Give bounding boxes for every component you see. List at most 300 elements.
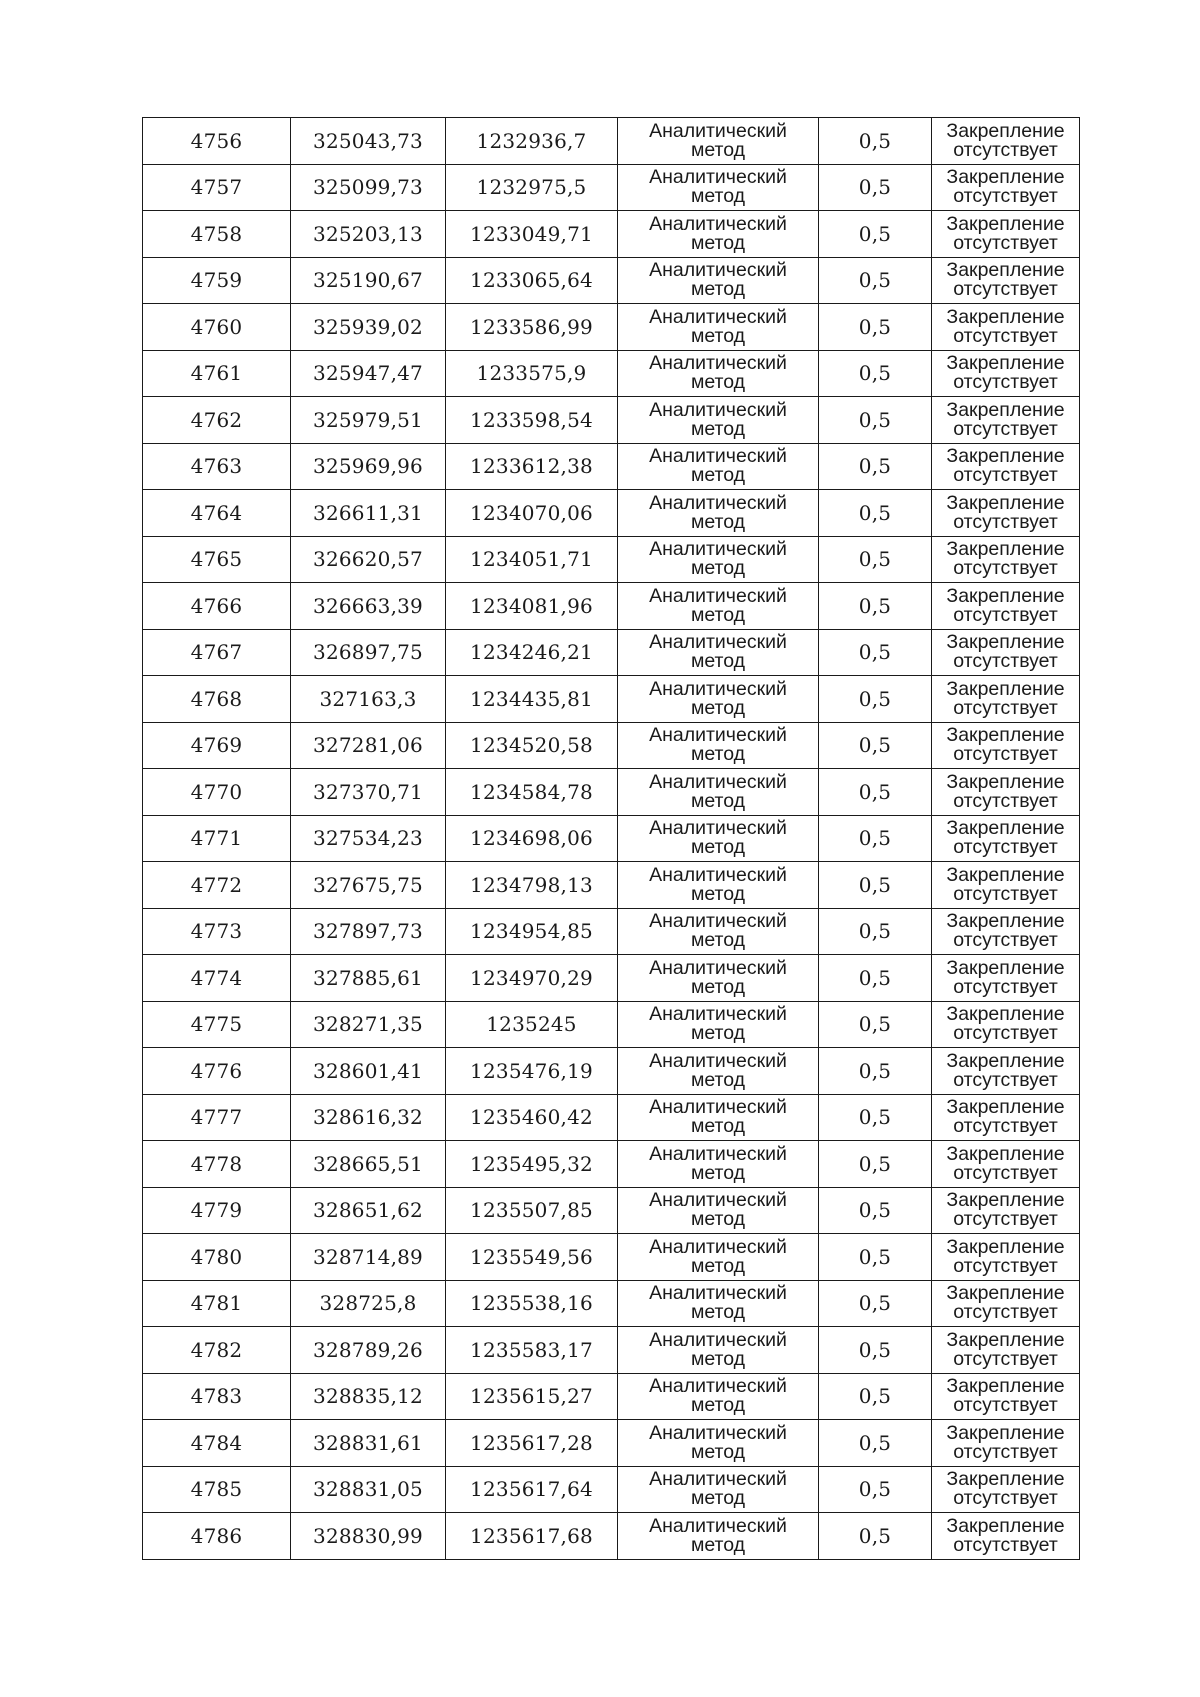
fixing-text: отсутствует: [953, 557, 1058, 580]
method-text: Аналитический: [649, 1421, 787, 1444]
fixing-text: Закрепление: [946, 1189, 1065, 1212]
method-text: Аналитический: [649, 491, 787, 514]
table-row: [143, 490, 1080, 537]
point-number-cell: 4783: [143, 1373, 291, 1420]
accuracy-cell: 0,5: [819, 397, 932, 444]
point-number-cell: 4775: [143, 1001, 291, 1048]
accuracy-cell: 0,5: [819, 1513, 932, 1560]
fixing-cell: [932, 257, 1080, 304]
method-text: Аналитический: [649, 910, 787, 933]
accuracy-cell: 0,5: [819, 304, 932, 351]
accuracy-cell: 0,5: [819, 164, 932, 211]
fixing-text: Закрепление: [946, 1003, 1065, 1026]
method-text: Аналитический: [649, 1514, 787, 1537]
method-text: Аналитический: [649, 352, 787, 375]
fixing-cell: [932, 443, 1080, 490]
method-text: метод: [690, 1115, 746, 1138]
fixing-cell: [932, 1048, 1080, 1095]
accuracy-cell: 0,5: [819, 490, 932, 537]
fixing-text: Закрепление: [946, 445, 1065, 468]
point-number-cell: 4763: [143, 443, 291, 490]
y-coordinate-cell: 1235507,85: [446, 1187, 618, 1234]
x-coordinate-cell: 326897,75: [291, 629, 446, 676]
fixing-text: Закрепление: [946, 584, 1065, 607]
x-coordinate-cell: 327897,73: [291, 908, 446, 955]
x-coordinate-cell: 328651,62: [291, 1187, 446, 1234]
method-cell: [618, 1141, 819, 1188]
x-coordinate-cell: 328831,05: [291, 1466, 446, 1513]
method-cell: [618, 1187, 819, 1234]
fixing-text: Закрепление: [946, 352, 1065, 375]
x-coordinate-cell: 325979,51: [291, 397, 446, 444]
accuracy-cell: 0,5: [819, 1327, 932, 1374]
fixing-cell: [932, 629, 1080, 676]
table-row: [143, 676, 1080, 723]
x-coordinate-cell: 328601,41: [291, 1048, 446, 1095]
method-text: Аналитический: [649, 1049, 787, 1072]
method-text: Аналитический: [649, 770, 787, 793]
y-coordinate-cell: 1233065,64: [446, 257, 618, 304]
table-row: [143, 1513, 1080, 1560]
x-coordinate-cell: 328831,61: [291, 1420, 446, 1467]
point-number-cell: 4756: [143, 118, 291, 165]
x-coordinate-cell: 328789,26: [291, 1327, 446, 1374]
method-cell: [618, 490, 819, 537]
y-coordinate-cell: 1232975,5: [446, 164, 618, 211]
table-row: [143, 862, 1080, 909]
table-row: [143, 350, 1080, 397]
method-cell: [618, 536, 819, 583]
method-cell: [618, 955, 819, 1002]
accuracy-cell: 0,5: [819, 211, 932, 258]
x-coordinate-cell: 326611,31: [291, 490, 446, 537]
accuracy-cell: 0,5: [819, 350, 932, 397]
y-coordinate-cell: 1233575,9: [446, 350, 618, 397]
table-row: [143, 443, 1080, 490]
point-number-cell: 4778: [143, 1141, 291, 1188]
method-text: метод: [690, 1487, 746, 1510]
fixing-cell: [932, 1513, 1080, 1560]
accuracy-cell: 0,5: [819, 536, 932, 583]
point-number-cell: 4782: [143, 1327, 291, 1374]
x-coordinate-cell: 327370,71: [291, 769, 446, 816]
method-cell: [618, 257, 819, 304]
method-text: Аналитический: [649, 1142, 787, 1165]
table-row: [143, 257, 1080, 304]
method-text: метод: [690, 1440, 746, 1463]
method-text: метод: [690, 371, 746, 394]
method-cell: [618, 1327, 819, 1374]
fixing-text: отсутствует: [953, 929, 1058, 952]
x-coordinate-cell: 326663,39: [291, 583, 446, 630]
point-number-cell: 4773: [143, 908, 291, 955]
method-text: Аналитический: [649, 677, 787, 700]
fixing-text: Закрепление: [946, 910, 1065, 933]
fixing-text: Закрепление: [946, 724, 1065, 747]
fixing-text: отсутствует: [953, 882, 1058, 905]
fixing-text: Закрепление: [946, 212, 1065, 235]
y-coordinate-cell: 1235460,42: [446, 1094, 618, 1141]
fixing-text: отсутствует: [953, 1022, 1058, 1045]
fixing-cell: [932, 955, 1080, 1002]
method-text: метод: [690, 1254, 746, 1277]
fixing-cell: [932, 908, 1080, 955]
table-row: [143, 769, 1080, 816]
x-coordinate-cell: 325099,73: [291, 164, 446, 211]
y-coordinate-cell: 1234698,06: [446, 815, 618, 862]
method-text: Аналитический: [649, 1003, 787, 1026]
y-coordinate-cell: 1234051,71: [446, 536, 618, 583]
y-coordinate-cell: 1233598,54: [446, 397, 618, 444]
table-row: [143, 211, 1080, 258]
point-number-cell: 4774: [143, 955, 291, 1002]
method-text: Аналитический: [649, 259, 787, 282]
fixing-text: Закрепление: [946, 956, 1065, 979]
point-number-cell: 4777: [143, 1094, 291, 1141]
method-text: метод: [690, 789, 746, 812]
table-row: [143, 304, 1080, 351]
table-row: [143, 1466, 1080, 1513]
method-cell: [618, 908, 819, 955]
method-text: Аналитический: [649, 584, 787, 607]
x-coordinate-cell: 328271,35: [291, 1001, 446, 1048]
table-row: [143, 1420, 1080, 1467]
method-text: Аналитический: [649, 1096, 787, 1119]
method-text: метод: [690, 1068, 746, 1091]
fixing-text: отсутствует: [953, 464, 1058, 487]
method-text: Аналитический: [649, 1375, 787, 1398]
point-number-cell: 4781: [143, 1280, 291, 1327]
table-row: [143, 1048, 1080, 1095]
method-text: Аналитический: [649, 724, 787, 747]
method-cell: [618, 304, 819, 351]
point-number-cell: 4767: [143, 629, 291, 676]
method-text: метод: [690, 975, 746, 998]
accuracy-cell: 0,5: [819, 1373, 932, 1420]
x-coordinate-cell: 325969,96: [291, 443, 446, 490]
table-row: [143, 397, 1080, 444]
method-text: Аналитический: [649, 305, 787, 328]
accuracy-cell: 0,5: [819, 1141, 932, 1188]
point-number-cell: 4760: [143, 304, 291, 351]
fixing-cell: [932, 1280, 1080, 1327]
fixing-cell: [932, 722, 1080, 769]
table-row: [143, 1141, 1080, 1188]
accuracy-cell: 0,5: [819, 676, 932, 723]
method-text: метод: [690, 231, 746, 254]
method-cell: [618, 676, 819, 723]
fixing-text: отсутствует: [953, 510, 1058, 533]
x-coordinate-cell: 327675,75: [291, 862, 446, 909]
point-number-cell: 4764: [143, 490, 291, 537]
fixing-text: отсутствует: [953, 603, 1058, 626]
method-cell: [618, 629, 819, 676]
method-text: метод: [690, 417, 746, 440]
accuracy-cell: 0,5: [819, 722, 932, 769]
point-number-cell: 4776: [143, 1048, 291, 1095]
y-coordinate-cell: 1235495,32: [446, 1141, 618, 1188]
method-cell: [618, 211, 819, 258]
method-cell: [618, 769, 819, 816]
method-text: метод: [690, 929, 746, 952]
point-number-cell: 4771: [143, 815, 291, 862]
point-number-cell: 4786: [143, 1513, 291, 1560]
x-coordinate-cell: 325190,67: [291, 257, 446, 304]
accuracy-cell: 0,5: [819, 1048, 932, 1095]
table-row: [143, 1280, 1080, 1327]
fixing-text: Закрепление: [946, 1096, 1065, 1119]
table-row: [143, 164, 1080, 211]
fixing-text: Закрепление: [946, 119, 1065, 142]
y-coordinate-cell: 1235615,27: [446, 1373, 618, 1420]
x-coordinate-cell: 328665,51: [291, 1141, 446, 1188]
fixing-text: отсутствует: [953, 1254, 1058, 1277]
table-row: [143, 955, 1080, 1002]
method-cell: [618, 1048, 819, 1095]
fixing-text: Закрепление: [946, 677, 1065, 700]
point-number-cell: 4762: [143, 397, 291, 444]
fixing-cell: [932, 1187, 1080, 1234]
method-cell: [618, 862, 819, 909]
point-number-cell: 4770: [143, 769, 291, 816]
y-coordinate-cell: 1235549,56: [446, 1234, 618, 1281]
fixing-text: Закрепление: [946, 1468, 1065, 1491]
y-coordinate-cell: 1235245: [446, 1001, 618, 1048]
method-text: метод: [690, 1394, 746, 1417]
fixing-cell: [932, 769, 1080, 816]
accuracy-cell: 0,5: [819, 815, 932, 862]
accuracy-cell: 0,5: [819, 629, 932, 676]
fixing-text: отсутствует: [953, 371, 1058, 394]
fixing-text: Закрепление: [946, 863, 1065, 886]
fixing-text: Закрепление: [946, 166, 1065, 189]
fixing-cell: [932, 118, 1080, 165]
table-row: [143, 908, 1080, 955]
table-row: [143, 536, 1080, 583]
method-cell: [618, 397, 819, 444]
method-text: метод: [690, 1161, 746, 1184]
fixing-text: отсутствует: [953, 836, 1058, 859]
method-text: Аналитический: [649, 166, 787, 189]
y-coordinate-cell: 1233612,38: [446, 443, 618, 490]
x-coordinate-cell: 326620,57: [291, 536, 446, 583]
fixing-text: отсутствует: [953, 1394, 1058, 1417]
method-cell: [618, 164, 819, 211]
accuracy-cell: 0,5: [819, 443, 932, 490]
method-text: Аналитический: [649, 631, 787, 654]
fixing-text: отсутствует: [953, 185, 1058, 208]
y-coordinate-cell: 1234520,58: [446, 722, 618, 769]
fixing-cell: [932, 164, 1080, 211]
table-row: [143, 1001, 1080, 1048]
method-cell: [618, 1094, 819, 1141]
accuracy-cell: 0,5: [819, 908, 932, 955]
fixing-cell: [932, 1234, 1080, 1281]
method-text: метод: [690, 557, 746, 580]
fixing-cell: [932, 676, 1080, 723]
fixing-cell: [932, 350, 1080, 397]
y-coordinate-cell: 1235617,64: [446, 1466, 618, 1513]
method-text: метод: [690, 185, 746, 208]
fixing-text: отсутствует: [953, 650, 1058, 673]
method-cell: [618, 1001, 819, 1048]
y-coordinate-cell: 1235538,16: [446, 1280, 618, 1327]
point-number-cell: 4768: [143, 676, 291, 723]
fixing-cell: [932, 1466, 1080, 1513]
method-cell: [618, 443, 819, 490]
x-coordinate-cell: 328835,12: [291, 1373, 446, 1420]
method-cell: [618, 1234, 819, 1281]
table-row: [143, 1234, 1080, 1281]
x-coordinate-cell: 328725,8: [291, 1280, 446, 1327]
point-number-cell: 4780: [143, 1234, 291, 1281]
method-text: метод: [690, 1022, 746, 1045]
fixing-cell: [932, 1420, 1080, 1467]
method-text: метод: [690, 464, 746, 487]
coordinates-table: [142, 117, 1080, 1560]
method-cell: [618, 118, 819, 165]
accuracy-cell: 0,5: [819, 1420, 932, 1467]
accuracy-cell: 0,5: [819, 955, 932, 1002]
x-coordinate-cell: 327534,23: [291, 815, 446, 862]
accuracy-cell: 0,5: [819, 1280, 932, 1327]
point-number-cell: 4769: [143, 722, 291, 769]
fixing-text: отсутствует: [953, 696, 1058, 719]
method-text: метод: [690, 603, 746, 626]
accuracy-cell: 0,5: [819, 862, 932, 909]
method-text: Аналитический: [649, 1235, 787, 1258]
method-text: метод: [690, 324, 746, 347]
accuracy-cell: 0,5: [819, 583, 932, 630]
y-coordinate-cell: 1234798,13: [446, 862, 618, 909]
method-text: Аналитический: [649, 1189, 787, 1212]
fixing-text: Закрепление: [946, 817, 1065, 840]
fixing-cell: [932, 397, 1080, 444]
fixing-text: отсутствует: [953, 1487, 1058, 1510]
fixing-text: Закрепление: [946, 631, 1065, 654]
fixing-cell: [932, 583, 1080, 630]
point-number-cell: 4785: [143, 1466, 291, 1513]
method-text: метод: [690, 882, 746, 905]
fixing-cell: [932, 815, 1080, 862]
fixing-text: Закрепление: [946, 1142, 1065, 1165]
point-number-cell: 4761: [143, 350, 291, 397]
point-number-cell: 4759: [143, 257, 291, 304]
method-text: метод: [690, 836, 746, 859]
fixing-text: отсутствует: [953, 1115, 1058, 1138]
table-row: [143, 118, 1080, 165]
fixing-cell: [932, 1094, 1080, 1141]
fixing-text: Закрепление: [946, 1049, 1065, 1072]
table-row: [143, 629, 1080, 676]
table-row: [143, 583, 1080, 630]
x-coordinate-cell: 328830,99: [291, 1513, 446, 1560]
fixing-text: отсутствует: [953, 324, 1058, 347]
fixing-text: отсутствует: [953, 975, 1058, 998]
method-text: Аналитический: [649, 863, 787, 886]
method-text: метод: [690, 138, 746, 161]
method-text: Аналитический: [649, 212, 787, 235]
method-cell: [618, 1373, 819, 1420]
x-coordinate-cell: 327281,06: [291, 722, 446, 769]
y-coordinate-cell: 1234954,85: [446, 908, 618, 955]
x-coordinate-cell: 328616,32: [291, 1094, 446, 1141]
fixing-text: отсутствует: [953, 1161, 1058, 1184]
table-row: [143, 1187, 1080, 1234]
fixing-text: отсутствует: [953, 278, 1058, 301]
method-text: Аналитический: [649, 445, 787, 468]
fixing-cell: [932, 304, 1080, 351]
x-coordinate-cell: 327163,3: [291, 676, 446, 723]
fixing-text: Закрепление: [946, 1375, 1065, 1398]
fixing-text: отсутствует: [953, 231, 1058, 254]
fixing-text: Закрепление: [946, 1421, 1065, 1444]
fixing-text: Закрепление: [946, 1235, 1065, 1258]
fixing-text: Закрепление: [946, 770, 1065, 793]
point-number-cell: 4757: [143, 164, 291, 211]
fixing-text: отсутствует: [953, 1301, 1058, 1324]
method-text: Аналитический: [649, 817, 787, 840]
fixing-cell: [932, 1141, 1080, 1188]
table-row: [143, 815, 1080, 862]
method-text: метод: [690, 650, 746, 673]
fixing-text: Закрепление: [946, 259, 1065, 282]
fixing-text: Закрепление: [946, 305, 1065, 328]
method-cell: [618, 583, 819, 630]
y-coordinate-cell: 1235583,17: [446, 1327, 618, 1374]
x-coordinate-cell: 325043,73: [291, 118, 446, 165]
x-coordinate-cell: 325939,02: [291, 304, 446, 351]
method-text: Аналитический: [649, 1328, 787, 1351]
fixing-text: отсутствует: [953, 1347, 1058, 1370]
table-row: [143, 1373, 1080, 1420]
fixing-text: отсутствует: [953, 417, 1058, 440]
method-text: метод: [690, 743, 746, 766]
table-row: [143, 1094, 1080, 1141]
y-coordinate-cell: 1234081,96: [446, 583, 618, 630]
fixing-text: Закрепление: [946, 1328, 1065, 1351]
method-text: метод: [690, 1301, 746, 1324]
point-number-cell: 4784: [143, 1420, 291, 1467]
fixing-text: отсутствует: [953, 138, 1058, 161]
method-text: Аналитический: [649, 1282, 787, 1305]
y-coordinate-cell: 1234070,06: [446, 490, 618, 537]
fixing-text: Закрепление: [946, 398, 1065, 421]
fixing-text: Закрепление: [946, 491, 1065, 514]
fixing-cell: [932, 536, 1080, 583]
y-coordinate-cell: 1235617,68: [446, 1513, 618, 1560]
coordinates-table-body: [143, 118, 1080, 1560]
method-cell: [618, 722, 819, 769]
y-coordinate-cell: 1233586,99: [446, 304, 618, 351]
method-cell: [618, 350, 819, 397]
method-cell: [618, 815, 819, 862]
y-coordinate-cell: 1234435,81: [446, 676, 618, 723]
method-cell: [618, 1466, 819, 1513]
method-text: Аналитический: [649, 956, 787, 979]
x-coordinate-cell: 327885,61: [291, 955, 446, 1002]
method-text: метод: [690, 696, 746, 719]
y-coordinate-cell: 1234584,78: [446, 769, 618, 816]
fixing-text: отсутствует: [953, 1068, 1058, 1091]
method-text: метод: [690, 1208, 746, 1231]
fixing-text: Закрепление: [946, 1514, 1065, 1537]
method-text: Аналитический: [649, 398, 787, 421]
accuracy-cell: 0,5: [819, 118, 932, 165]
fixing-text: отсутствует: [953, 743, 1058, 766]
fixing-text: отсутствует: [953, 1208, 1058, 1231]
fixing-cell: [932, 1327, 1080, 1374]
